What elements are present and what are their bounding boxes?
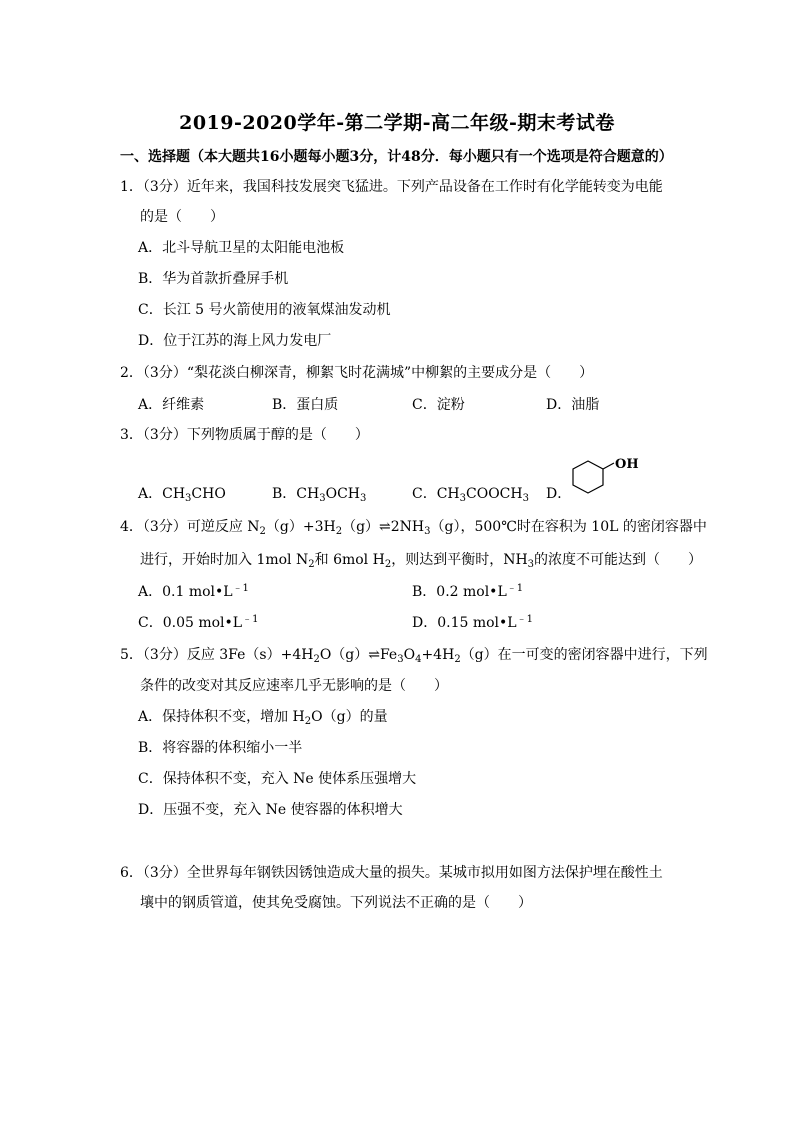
q5-option-a: A．保持体积不变，增加 $H_2O(g)$的量 bbox=[138, 709, 388, 727]
q3-option-a: A．$CH_3CHO$ bbox=[138, 486, 226, 504]
q3-stem: 3．（3分）下列物质属于醇的是（ ） bbox=[120, 427, 369, 443]
q1-stem-line2: 的是（ ） bbox=[140, 209, 224, 225]
q1-stem-line1: 1．（3分）近年来，我国科技发展突飞猛进。下列产品设备在工作时有化学能转变为电能 bbox=[120, 179, 663, 195]
q4-stem-line2: 进行，开始时加入 1mol $N_2$和 6mol $H_2$，则达到平衡时，$NH_3$的浓度不可能达到（ ） bbox=[140, 552, 703, 570]
q4-option-b: B．0.2 $mol•L^{﹣1}$ bbox=[412, 583, 524, 600]
q5-option-b: B．将容器的体积缩小一半 bbox=[138, 740, 303, 756]
q4-option-d: D．0.15 $mol•L^{﹣1}$ bbox=[412, 614, 533, 631]
section-heading: 一、选择题（本大题共16小题每小题3分，计48分．每小题只有一个选项是符合题意的） bbox=[120, 149, 673, 165]
cyclohexanol-structure-icon bbox=[572, 458, 642, 500]
q2-stem: 2．（3分）“梨花淡白柳深青，柳絮飞时花满城”中柳絮的主要成分是（ ） bbox=[120, 365, 594, 381]
q2-option-c: C．淀粉 bbox=[412, 397, 465, 413]
q4-option-c: C．0.05 $mol•L^{﹣1}$ bbox=[138, 614, 259, 631]
q4-option-a: A．0.1 $mol•L^{﹣1}$ bbox=[138, 583, 249, 600]
q6-stem-line2: 壤中的钢质管道，使其免受腐蚀。下列说法不正确的是（ ） bbox=[140, 895, 532, 911]
q6-stem-line1: 6．（3分）全世界每年钢铁因锈蚀造成大量的损失。某城市拟用如图方法保护埋在酸性土 bbox=[120, 865, 663, 881]
q4-stem-line1: 4．（3分）可逆反应 $N_2(g)+3H_2(g)\rightleftharpoons 2NH_3(g)$，500℃时在容积为 10L 的密闭容器中 bbox=[120, 519, 707, 537]
exam-title: 2019-2020学年-第二学期-高二年级-期末考试卷 bbox=[179, 112, 615, 134]
q1-option-b: B．华为首款折叠屏手机 bbox=[138, 271, 289, 287]
hydroxyl-label: OH bbox=[615, 458, 639, 472]
q1-option-a: A．北斗导航卫星的太阳能电池板 bbox=[138, 240, 345, 256]
q2-option-a: A．纤维素 bbox=[138, 397, 205, 413]
q5-option-c: C．保持体积不变，充入 Ne 使体系压强增大 bbox=[138, 771, 417, 787]
q1-option-d: D．位于江苏的海上风力发电厂 bbox=[138, 333, 332, 349]
q5-stem-line1: 5．（3分）反应 $3Fe(s)+4H_2O(g)\rightleftharpoons Fe_3O_4+4H_2(g)$在一可变的密闭容器中进行，下列 bbox=[120, 647, 708, 665]
q5-option-d: D．压强不变，充入 Ne 使容器的体积增大 bbox=[138, 802, 403, 818]
q3-option-c: C．$CH_3COOCH_3$ bbox=[412, 486, 529, 504]
q5-stem-line2: 条件的改变对其反应速率几乎无影响的是（ ） bbox=[140, 678, 448, 694]
q3-option-b: B．$CH_3OCH_3$ bbox=[272, 486, 367, 504]
q3-option-d: D． bbox=[546, 486, 572, 502]
q2-option-b: B．蛋白质 bbox=[272, 397, 339, 413]
q2-option-d: D．油脂 bbox=[546, 397, 600, 413]
q1-option-c: C．长江 5 号火箭使用的液氧煤油发动机 bbox=[138, 302, 391, 318]
